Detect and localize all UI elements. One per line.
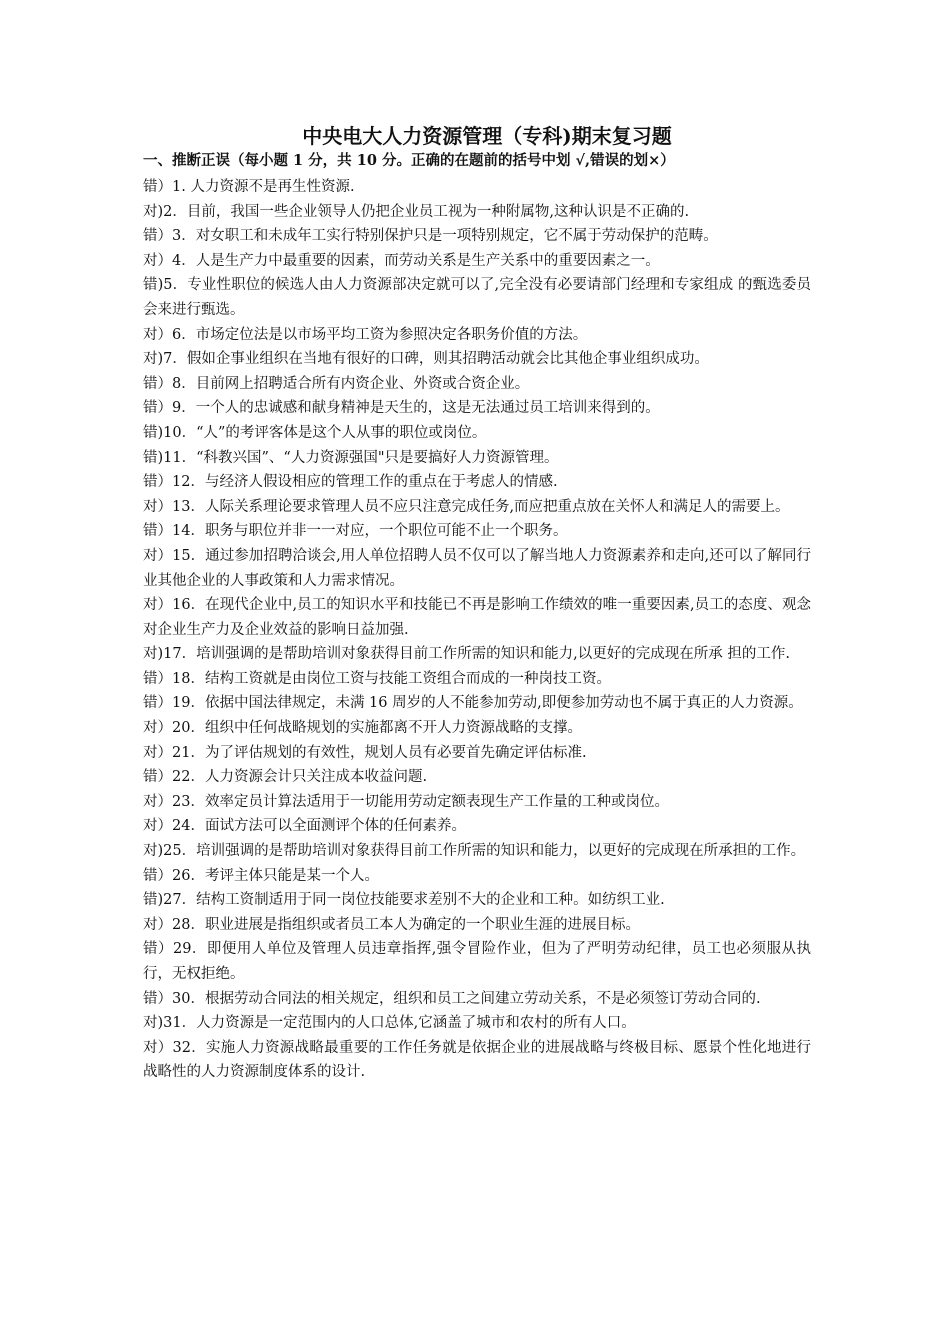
question-item: 对）23．效率定员计算法适用于一切能用劳动定额表现生产工作量的工种或岗位。 [143,793,669,810]
section-heading: 一、推断正误（每小题 1 分，共 10 分。正确的在题前的括号中划 √,错误的划×） [143,152,675,169]
question-item: 错）1. 人力资源不是再生性资源. [143,179,355,195]
question-item: 错）8．目前网上招聘适合所有内资企业、外资或合资企业。 [143,375,530,392]
question-item: 错）30．根据劳动合同法的相关规定，组织和员工之间建立劳动关系，不是必须签订劳动合同的. [143,990,761,1007]
question-item: 对）6．市场定位法是以市场平均工资为参照决定各职务价值的方法。 [143,326,588,343]
question-item: 对）28．职业进展是指组织或者员工本人为确定的一个职业生涯的进展目标。 [143,916,640,933]
question-item: 错）9．一个人的忠诚感和献身精神是天生的，这是无法通过员工培训来得到的。 [143,400,660,417]
question-item: 对)7．假如企事业组织在当地有很好的口碑，则其招聘活动就会比其他企事业组织成功。 [143,351,709,368]
document-page [143,122,811,1085]
question-item: 对）21．为了评估规划的有效性，规划人员有必要首先确定评估标准. [143,744,587,761]
question-item: 对）32．实施人力资源战略最重要的工作任务就是依据企业的进展战略与终极目标、愿景个性化地进行战略性的人力资源制度体系的设计. [143,1039,811,1081]
question-item: 错)5．专业性职位的候选人由人力资源部决定就可以了,完全没有必要请部门经理和专家组成 的甄选委员会来进行甄选。 [143,277,811,318]
question-item: 错)11．“科教兴国”、“人力资源强国"只是要搞好人力资源管理。 [143,449,559,466]
question-item: 错)27．结构工资制适用于同一岗位技能要求差别不大的企业和工种。如纺织工业. [143,892,665,909]
question-item: 错）22．人力资源会计只关注成本收益问题. [143,769,428,786]
question-item: 对)25．培训强调的是帮助培训对象获得目前工作所需的知识和能力，以更好的完成现在所承担的工作。 [143,843,806,860]
question-item: 错)10．“人”的考评客体是这个人从事的职位或岗位。 [143,424,487,441]
question-item: 错）3．对女职工和未成年工实行特别保护只是一项特别规定，它不属于劳动保护的范畴。 [143,228,718,245]
question-item: 对）13．人际关系理论要求管理人员不应只注意完成任务,而应把重点放在关怀人和满足人的需要上。 [143,498,790,515]
question-item: 对）4．人是生产力中最重要的因素，而劳动关系是生产关系中的重要因素之一。 [143,252,660,269]
question-item: 错）19．依据中国法律规定，未满 16 周岁的人不能参加劳动,即便参加劳动也不属于真正的人力资源。 [143,695,803,712]
question-item: 错）29．即便用人单位及管理人员违章指挥,强令冒险作业，但为了严明劳动纪律，员工也必须服从执行，无权拒绝。 [143,941,811,982]
question-item: 对）16．在现代企业中,员工的知识水平和技能已不再是影响工作绩效的唯一重要因素,员工的态度、观念对企业生产力及企业效益的影响日益加强. [143,597,811,638]
question-item: 对)31．人力资源是一定范围内的人口总体,它涵盖了城市和农村的所有人口。 [143,1015,636,1032]
question-list [143,175,811,1085]
question-item: 错）26．考评主体只能是某一个人。 [143,867,379,884]
question-item: 对)17．培训强调的是帮助培训对象获得目前工作所需的知识和能力,以更好的完成现在所承 担的工作. [143,646,790,663]
question-item: 错）14．职务与职位并非一一对应，一个职位可能不止一个职务。 [143,523,568,540]
question-item: 对)2．目前，我国一些企业领导人仍把企业员工视为一种附属物,这种认识是不正确的. [143,203,690,220]
question-item: 错）12．与经济人假设相应的管理工作的重点在于考虑人的情感. [143,474,558,491]
question-item: 对）24．面试方法可以全面测评个体的任何素养。 [143,818,466,835]
question-item: 对）20．组织中任何战略规划的实施都离不开人力资源战略的支撑。 [143,720,582,737]
document-title: 中央电大人力资源管理（专科)期末复习题 [302,124,672,148]
question-item: 对）15．通过参加招聘洽谈会,用人单位招聘人员不仅可以了解当地人力资源素养和走向,还可以了解同行业其他企业的人事政策和人力需求情况。 [143,547,811,589]
question-item: 错）18．结构工资就是由岗位工资与技能工资组合而成的一种岗技工资。 [143,670,611,687]
